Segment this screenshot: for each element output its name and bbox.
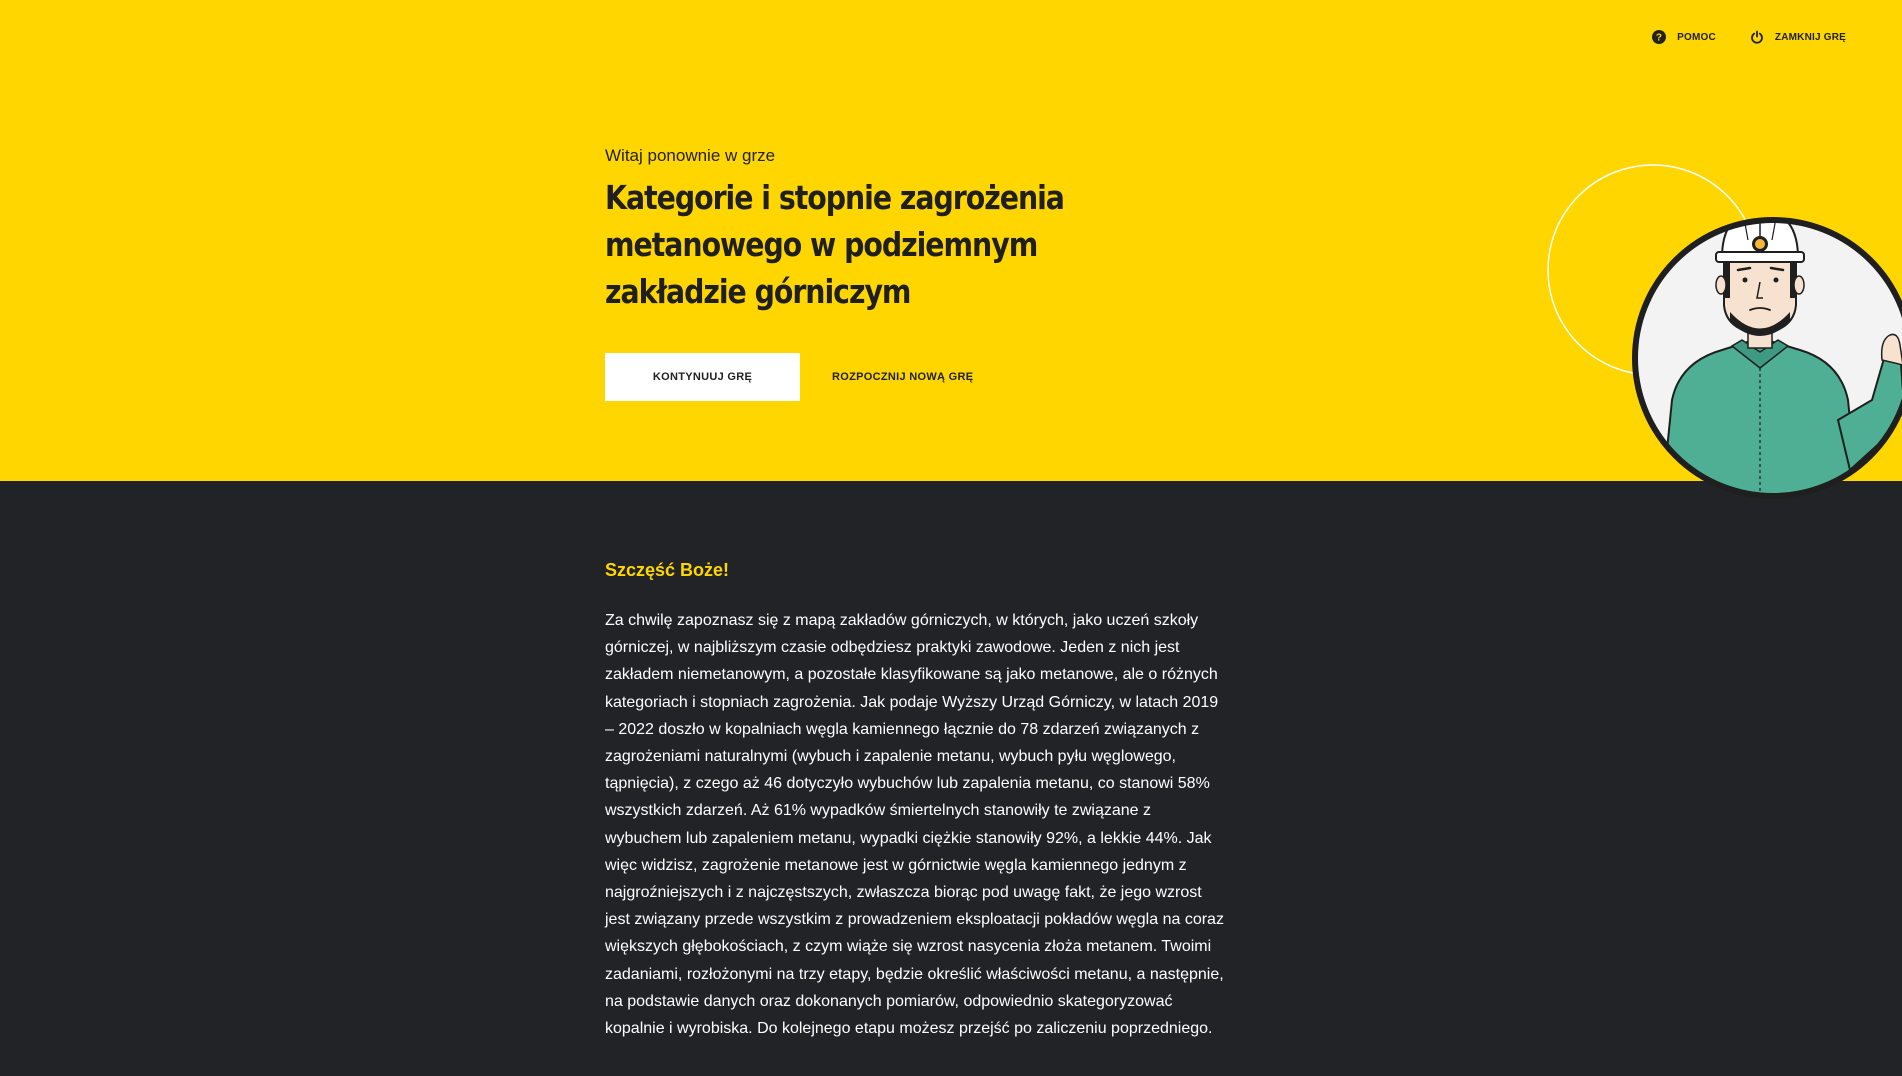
svg-text:?: ? [1655, 32, 1663, 44]
close-game-label: ZAMKNIJ GRĘ [1774, 31, 1846, 43]
intro-section [605, 560, 1225, 1042]
intro-paragraph: Za chwilę zapoznasz się z mapą zakładów górniczych, w których, jako uczeń szkoły górniczej, w najbliższym czasie odbędziesz praktyki zawodowe. Jeden z nich jest zakładem niemetanowym, a pozostałe klasyfikowane są jako metanowe, ale o różnych kategoriach i stopniach zagrożenia. Jak podaje Wyższy Urząd Górniczy, w latach 2019 – 2022 doszło w kopalniach węgla kamiennego łącznie do 78 zdarzeń związanych z zagrożeniami naturalnymi (wybuch i zapalenie metanu, wybuch pyłu węglowego, tąpnięcia), z czego aż 46 dotyczyło wybuchów lub zapalenia metanu, co stanowi 58% wszystkich zdarzeń. Aż 61% wypadków śmiertelnych stanowiły te związane z wybuchem lub zapaleniem metanu, wypadki ciężkie stanowiły 92%, a lekkie 44%. Jak więc widzisz, zagrożenie metanowe jest w górnictwie węgla kamiennego jednym z najgroźniejszych i z najczęstszych, zwłaszcza biorąc pod uwagę fakt, że jego wzrost jest związany przede wszystkim z prowadzeniem eksploatacji pokładów węgla na coraz większych głębokościach, z czym wiąże się wzrost nasycenia złoża metanem. Twoimi zadaniami, rozłożonymi na trzy etapy, będzie określić właściwości metanu, a następnie, na podstawie danych oraz dokonanych pomiarów, odpowiednio skategoryzować kopalnie i wyrobiska. Do kolejnego etapu możesz przejść po zaliczeniu poprzedniego. [605, 612, 1224, 1038]
continue-game-button[interactable]: KONTYNUUJ GRĘ [605, 353, 800, 401]
greeting-heading: Szczęść Boże! [605, 560, 730, 580]
power-icon [1750, 30, 1764, 44]
miner-character-illustration [1540, 150, 1902, 540]
game-title: Kategorie i stopnie zagrożenia metanowego w podziemnym zakładzie górniczym [605, 178, 1064, 311]
help-label: POMOC [1677, 31, 1716, 43]
help-circle-icon [1652, 30, 1666, 44]
top-navigation [1652, 30, 1846, 44]
close-game-button[interactable] [1750, 30, 1846, 44]
new-game-button[interactable]: ROZPOCZNIJ NOWĄ GRĘ [826, 353, 979, 401]
help-button[interactable] [1652, 30, 1716, 44]
welcome-text: Witaj ponownie w grze [605, 146, 776, 165]
